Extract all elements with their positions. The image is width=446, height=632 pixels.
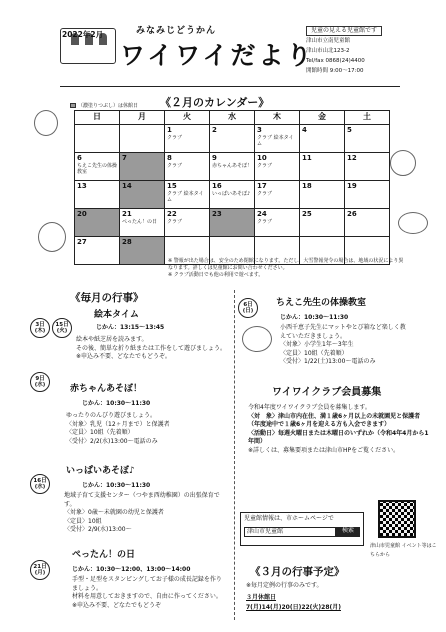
column-divider: [234, 290, 235, 620]
calendar-day: [345, 209, 390, 237]
info-line: Tel/fax 0868(24)4400: [306, 58, 365, 64]
day-number: 4: [302, 126, 307, 134]
ehon-time: じかん：13:15〜13:45: [96, 324, 165, 331]
calendar-day: [120, 237, 165, 265]
child-illustration: [34, 110, 58, 136]
day-number: 18: [302, 182, 312, 190]
calendar-day: [300, 125, 345, 153]
february-calendar: [74, 110, 390, 265]
calendar-week: [75, 209, 390, 237]
day-number: 1: [167, 126, 172, 134]
taiso-name: ちえこ先生の体操教室: [276, 298, 367, 308]
calendar-day: [120, 125, 165, 153]
next-month-note: ※毎月定例の行事のみです。: [246, 582, 323, 589]
taiso-time: じかん：10:30〜11:30: [280, 314, 349, 321]
desc-line: ※申込み不要、どなたでもどうぞ。: [76, 353, 171, 360]
calendar-day: [255, 153, 300, 181]
ehon-desc: [76, 336, 226, 362]
info-line: 津山市山北123-2: [306, 48, 350, 54]
day-number: 13: [77, 182, 87, 190]
desc-line: 令和4年度ワイワイクラブ会員を募集します。: [248, 404, 371, 411]
exercise-illustration: [242, 326, 272, 352]
closed-swatch: [70, 103, 76, 108]
calendar-day: [210, 209, 255, 237]
aka-name: 赤ちゃんあそぼ！: [70, 384, 143, 394]
newsletter-subtitle: みなみじどうかん: [136, 26, 217, 36]
calendar-day: [165, 209, 210, 237]
info-line: 津山市立南児童館: [306, 38, 351, 44]
desc-line: 〈定員〉10組: [64, 517, 102, 525]
day-number: 6: [77, 154, 82, 162]
weekday-header: 火: [165, 111, 210, 125]
calendar-day: [210, 181, 255, 209]
desc-line: 〈受付〉2/2(水)13:00〜電話のみ: [66, 437, 158, 445]
day-number: 7: [122, 154, 127, 162]
desc-line: ※申込み不要、どなたでもどうぞ: [72, 601, 162, 609]
search-button[interactable]: 検索: [336, 527, 360, 538]
desc-line: 小西千恵子先生にマットやとび箱など楽しく教えていただきましょう。: [280, 324, 406, 340]
day-number: 8: [167, 154, 172, 162]
qr-code[interactable]: [378, 500, 416, 538]
day-event: クラブ: [257, 163, 273, 170]
desc-line: 〈定員〉10組（先着順）: [280, 349, 348, 357]
day-event: クラブ: [167, 163, 183, 170]
day-number: 2: [212, 126, 217, 134]
desc-line: 〈対象〉0歳〜未就園の幼児と保護者: [64, 509, 164, 516]
calendar-day: [255, 125, 300, 153]
club-desc: [248, 404, 432, 455]
next-month-title: 《３月の行事予定》: [250, 566, 345, 578]
desc-line: 〈活動日〉毎週火曜日または木曜日のいずれか（令和4年4月から1年間）: [248, 429, 429, 445]
search-input[interactable]: 津山市児童館: [244, 527, 336, 538]
ippai-time: じかん：10:30〜11:30: [82, 482, 151, 489]
closed-days-label: ３月休館日: [246, 594, 277, 601]
calendar-day: [75, 153, 120, 181]
qr-caption: 津山市児童館 イベント等はこちらから: [370, 543, 437, 558]
club-title: ワイワイクラブ会員募集: [272, 387, 382, 398]
day-number: 9: [212, 154, 217, 162]
day-badge: 6日(日): [238, 298, 258, 318]
day-number: 21: [122, 210, 132, 218]
weekday-header: 月: [120, 111, 165, 125]
calendar-day: [300, 181, 345, 209]
day-event: ちえこ先生の体操教室: [77, 163, 118, 176]
day-badge: 3日(木): [30, 318, 50, 338]
ehon-name: 絵本タイム: [94, 310, 139, 320]
info-line: 開館時間 9:00〜17:00: [306, 68, 364, 74]
day-event: ぺったん！の日: [122, 219, 158, 226]
day-number: 14: [122, 182, 132, 190]
calendar-day: [165, 125, 210, 153]
closed-days-list: 7(月)14(月)20(日)22(火)28(月): [246, 604, 341, 611]
day-event: クラブ: [167, 135, 183, 142]
day-badge: 16日(水): [30, 474, 50, 494]
day-number: 10: [257, 154, 267, 162]
weekday-header: 水: [210, 111, 255, 125]
calendar-day: [210, 125, 255, 153]
calendar-day: [255, 181, 300, 209]
calendar-day: [75, 209, 120, 237]
calendar-day: [345, 181, 390, 209]
weekday-header: 土: [345, 111, 390, 125]
day-number: 24: [257, 210, 267, 218]
day-number: 5: [347, 126, 352, 134]
day-number: 19: [347, 182, 357, 190]
calendar-day: [120, 209, 165, 237]
day-event: クラブ: [257, 219, 273, 226]
day-number: 27: [77, 238, 87, 246]
calendar-day: [75, 181, 120, 209]
desc-line: 地域子育て支援センター（つやま西幼稚園）の出張保育です。: [64, 492, 220, 508]
weekday-header: 木: [255, 111, 300, 125]
desc-line: 材料を用意しておきますので、自由に作ってください。: [72, 593, 222, 600]
child-illustration: [390, 150, 416, 176]
calendar-week: [75, 125, 390, 153]
child-illustration: [38, 222, 66, 252]
day-number: 23: [212, 210, 222, 218]
day-event: いっぱいあそぼ♪: [212, 191, 251, 198]
desc-line: 手型・足型をスタンピングしてお子様の成長記録を作りましょう。: [72, 576, 222, 592]
day-badge: 21日(月): [30, 560, 50, 580]
day-number: 15: [167, 182, 177, 190]
calendar-day: [300, 153, 345, 181]
day-number: 16: [212, 182, 222, 190]
calendar-legend: [70, 103, 138, 110]
desc-line: その後、簡単な折り紙または工作をして遊びましょう。: [76, 344, 227, 352]
day-event: クラブ: [257, 191, 273, 198]
desc-line: ゆったりのんびり遊びましょう。: [66, 412, 156, 419]
petta-time: じかん：10:30〜12:00、13:00〜14:00: [72, 566, 191, 573]
calendar-week: [75, 153, 390, 181]
day-number: 20: [77, 210, 87, 218]
ippai-name: いっぱいあそぼ♪: [66, 466, 135, 476]
day-number: 11: [302, 154, 312, 162]
taiso-desc: [280, 324, 410, 367]
desc-line: 〈対象〉乳児（12ヶ月まで）と保護者: [66, 420, 170, 428]
children-illustration: [398, 212, 428, 234]
ippai-desc: [64, 492, 230, 535]
day-badge: 9日(水): [30, 372, 50, 392]
calendar-day: [75, 125, 120, 153]
aka-time: じかん：10:30〜11:30: [82, 400, 151, 407]
calendar-day: [120, 181, 165, 209]
website-search-box: [240, 512, 364, 546]
day-number: 28: [122, 238, 132, 246]
day-badge: 15日(火): [52, 318, 72, 338]
calendar-day: [300, 209, 345, 237]
desc-line: 〈対象〉小学生1年〜3年生: [280, 341, 354, 348]
legend-text: （濃塗りつぶし）は休館日: [78, 103, 139, 109]
weekday-header: 日: [75, 111, 120, 125]
calendar-day: [165, 153, 210, 181]
header-divider: [60, 86, 400, 87]
contact-info: [306, 36, 365, 76]
petta-desc: [72, 576, 224, 610]
issue-date: 2022年2月: [62, 30, 104, 39]
day-number: 25: [302, 210, 312, 218]
day-number: 22: [167, 210, 177, 218]
calendar-day: [255, 209, 300, 237]
calendar-day: [210, 153, 255, 181]
desc-line: 絵本や紙芝居を読みます。: [76, 336, 148, 343]
desc-line: 〈受付〉1/22(土)13:00〜電話のみ: [280, 358, 376, 365]
calendar-week: [75, 181, 390, 209]
day-number: 12: [347, 154, 357, 162]
newsletter-title: ワイワイだより: [120, 41, 315, 70]
day-event: 赤ちゃんあそぼ！: [212, 163, 253, 170]
day-number: 26: [347, 210, 357, 218]
calendar-notes: [168, 258, 408, 279]
desc-line: 〈定員〉10組（先着順）: [66, 429, 134, 436]
aka-desc: [66, 412, 230, 446]
day-event: クラブ: [167, 219, 183, 226]
calendar-day: [345, 153, 390, 181]
desc-line: 〈対 象〉津山市内在住、満１歳6ヶ月以上の未就園児と保護者（年度途中で１歳6ヶ月を迎える方も入会できます）: [248, 412, 421, 428]
calendar-day: [120, 153, 165, 181]
weekday-header: 金: [300, 111, 345, 125]
day-number: 17: [257, 182, 267, 190]
desc-line: 〈受付〉2/9(水)13:00〜: [64, 526, 132, 533]
search-label: 児童館情報は、市ホームページで: [244, 515, 334, 522]
calendar-title: 《２月のカレンダー》: [160, 96, 270, 109]
calendar-day: [165, 181, 210, 209]
petta-name: ぺったん！の日: [72, 550, 136, 560]
day-event: クラブ 絵本タイム: [167, 191, 204, 204]
day-event: クラブ 絵本タイム: [257, 135, 294, 148]
note-line: ※ クラブ活動日でも他の利用で遊べます。: [168, 272, 264, 278]
calendar-day: [345, 125, 390, 153]
note-line: ※ 警報が出た場合は、安全のため閉館になります。ただし、大雪警報発令の場合は、地域の状況により異なります。詳しくは児童館にお問い合わせください。: [168, 258, 404, 271]
desc-line: ※詳しくは、募集要項または津山市HPをご覧ください。: [248, 446, 400, 454]
monthly-events-title: 《毎月の行事》: [70, 292, 144, 304]
header-caption: 児童の見える児童館です: [306, 26, 382, 36]
calendar-day: [75, 237, 120, 265]
day-number: 3: [257, 126, 262, 134]
